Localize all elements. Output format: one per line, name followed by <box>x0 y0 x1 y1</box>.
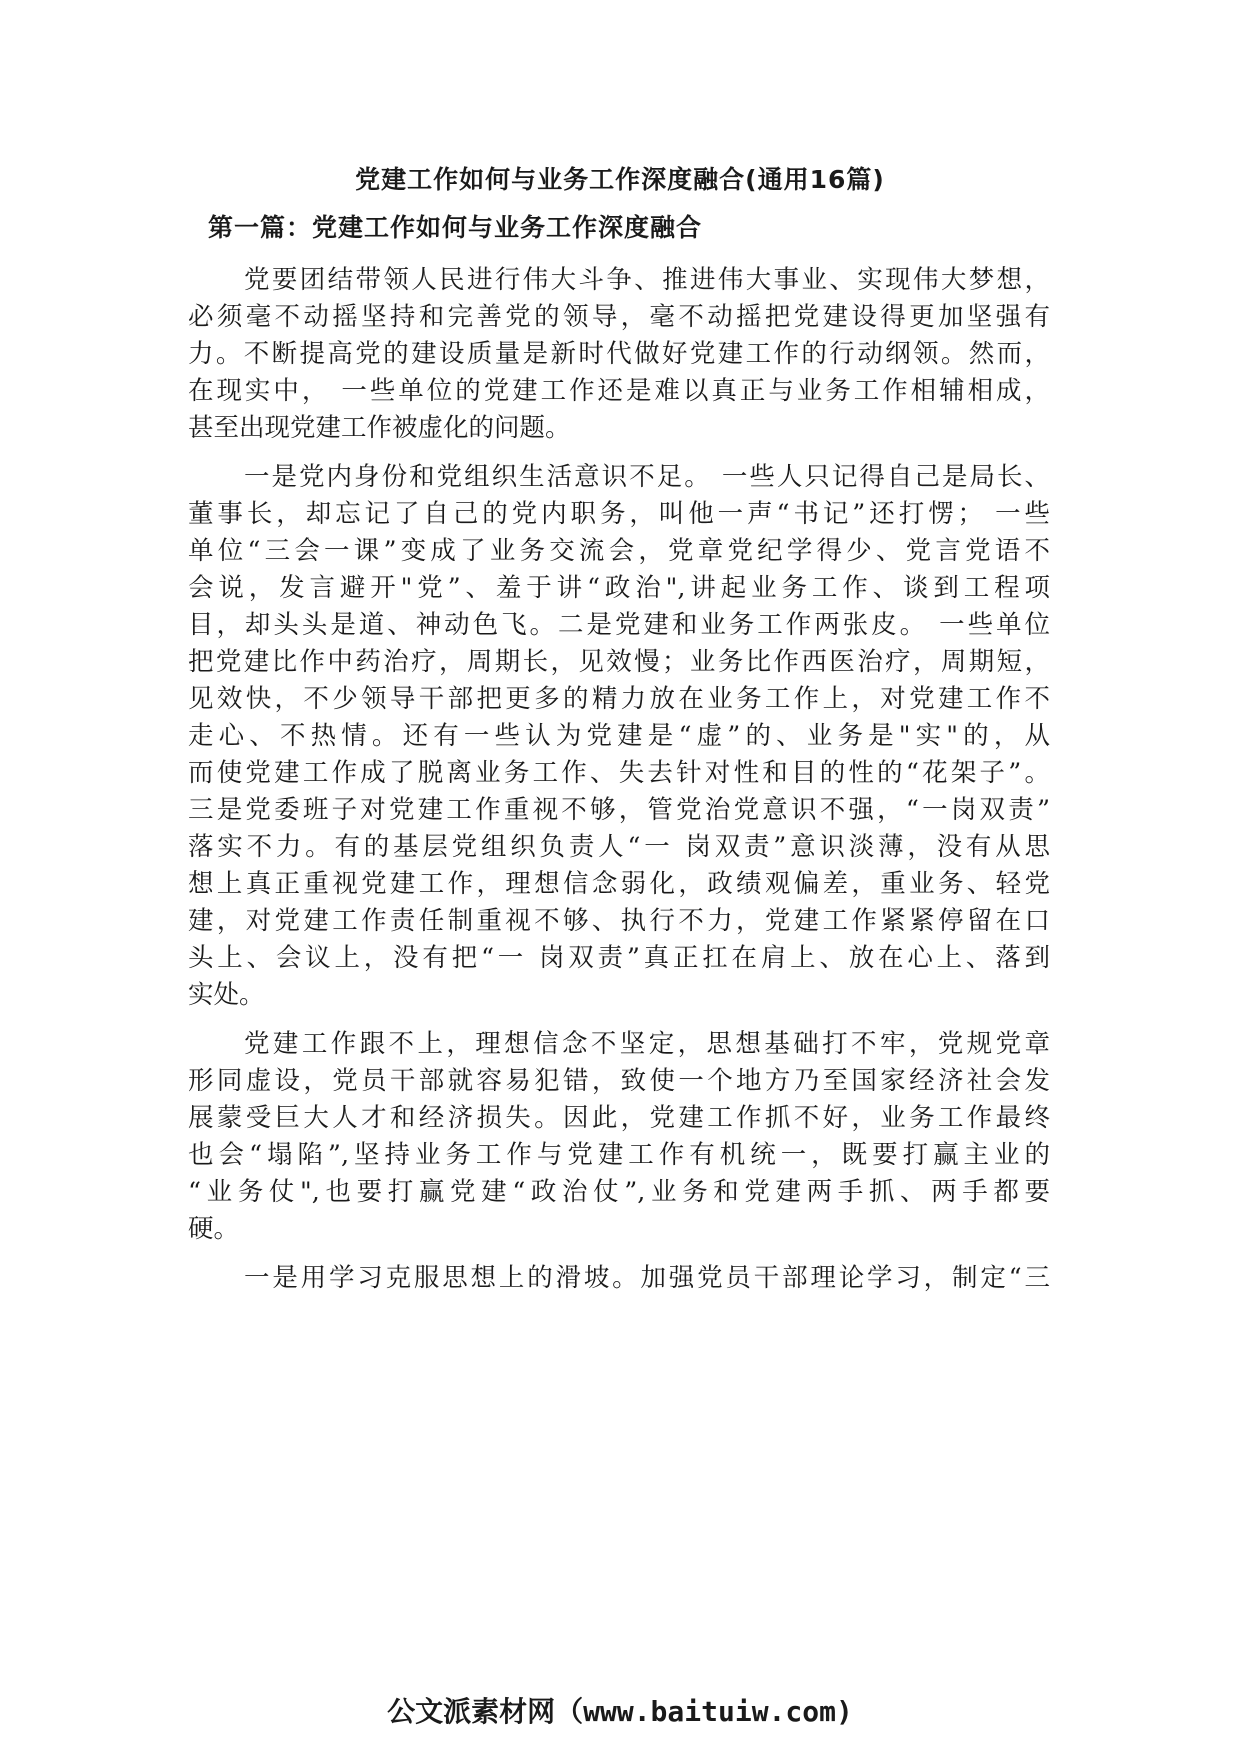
paragraph <box>188 1026 1050 1248</box>
paragraph-spacer <box>188 1014 1050 1026</box>
paragraph-line: 形同虚设，党员干部就容易犯错，致使一个地方乃至国家经济社会发 <box>188 1066 1050 1096</box>
paragraph <box>188 459 1050 1014</box>
paragraph-line: 也会“塌陷”,坚持业务工作与党建工作有机统一，既要打赢主业的 <box>188 1140 1050 1170</box>
paragraph-line: 在现实中， 一些单位的党建工作还是难以真正与业务工作相辅相成， <box>188 376 1050 406</box>
paragraph-line: 实处。 <box>188 980 265 1010</box>
footer-watermark: 公文派素材网（www.baituiw.com) <box>387 1695 853 1728</box>
paragraph-line: 一是党内身份和党组织生活意识不足。 一些人只记得自己是局长、 <box>244 462 1050 492</box>
document-body <box>188 262 1050 1297</box>
paragraph-line: 走心、不热情。还有一些认为党建是“虚”的、业务是"实"的，从 <box>188 721 1050 751</box>
paragraph-line: “业务仗",也要打赢党建“政治仗”,业务和党建两手抓、两手都要 <box>188 1177 1050 1207</box>
paragraph-line: 董事长，却忘记了自己的党内职务，叫他一声“书记”还打愣； 一些 <box>188 499 1050 529</box>
paragraph <box>188 262 1050 447</box>
paragraph-line: 建，对党建工作责任制重视不够、执行不力，党建工作紧紧停留在口 <box>188 906 1050 936</box>
paragraph-line: 硬。 <box>188 1214 240 1244</box>
paragraph-line: 目，却头头是道、神动色飞。二是党建和业务工作两张皮。 一些单位 <box>188 610 1050 640</box>
paragraph <box>188 1260 1050 1297</box>
paragraph-line: 单位“三会一课”变成了业务交流会，党章党纪学得少、党言党语不 <box>188 536 1050 566</box>
paragraph-line: 力。不断提高党的建设质量是新时代做好党建工作的行动纲领。然而， <box>188 339 1050 369</box>
paragraph-line: 头上、会议上，没有把“一 岗双责”真正扛在肩上、放在心上、落到 <box>188 943 1050 973</box>
section-heading: 第一篇：党建工作如何与业务工作深度融合 <box>208 213 703 242</box>
paragraph-line: 落实不力。有的基层党组织负责人“一 岗双责”意识淡薄，没有从思 <box>188 832 1050 862</box>
paragraph-line: 展蒙受巨大人才和经济损失。因此，党建工作抓不好，业务工作最终 <box>188 1103 1050 1133</box>
paragraph-line: 把党建比作中药治疗，周期长，见效慢；业务比作西医治疗，周期短， <box>188 647 1050 677</box>
paragraph-line: 甚至出现党建工作被虚化的问题。 <box>188 413 571 443</box>
paragraph-line: 想上真正重视党建工作，理想信念弱化，政绩观偏差，重业务、轻党 <box>188 869 1050 899</box>
paragraph-line: 必须毫不动摇坚持和完善党的领导，毫不动摇把党建设得更加坚强有 <box>188 302 1050 332</box>
paragraph-line: 而使党建工作成了脱离业务工作、失去针对性和目的性的“花架子”。 <box>188 758 1050 788</box>
paragraph-line: 会说，发言避开"党”、羞于讲“政治",讲起业务工作、谈到工程项 <box>188 573 1050 603</box>
paragraph-spacer <box>188 1248 1050 1260</box>
paragraph-line: 一是用学习克服思想上的滑坡。加强党员干部理论学习，制定“三 <box>244 1263 1050 1293</box>
document-title: 党建工作如何与业务工作深度融合(通用16篇) <box>355 165 885 194</box>
paragraph-line: 见效快，不少领导干部把更多的精力放在业务工作上，对党建工作不 <box>188 684 1050 714</box>
paragraph-line: 党建工作跟不上，理想信念不坚定，思想基础打不牢，党规党章 <box>244 1029 1050 1059</box>
paragraph-line: 党要团结带领人民进行伟大斗争、推进伟大事业、实现伟大梦想， <box>244 265 1050 295</box>
paragraph-spacer <box>188 447 1050 459</box>
paragraph-line: 三是党委班子对党建工作重视不够，管党治党意识不强，“一岗双责” <box>188 795 1050 825</box>
